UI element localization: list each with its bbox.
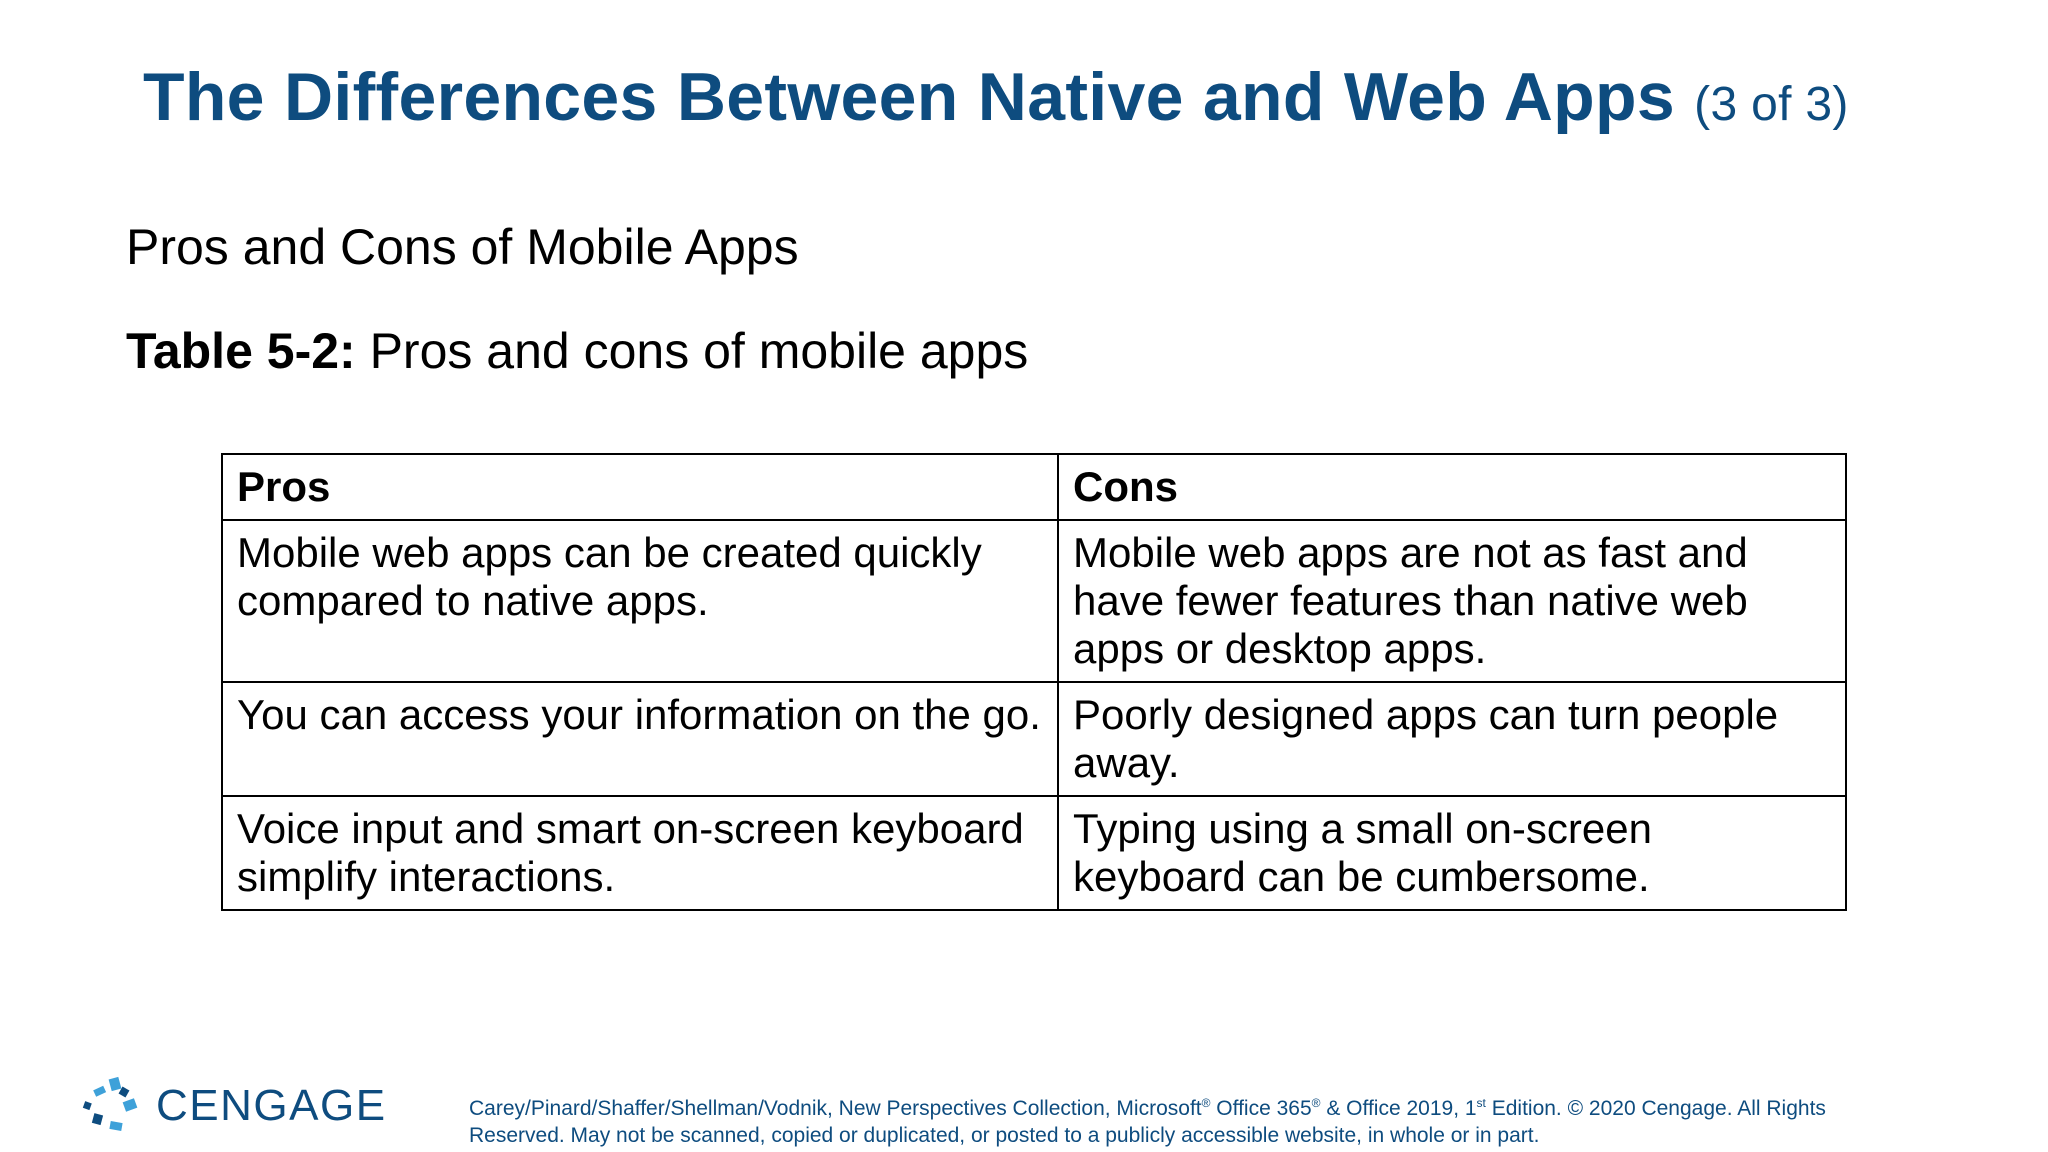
- column-header-cons: Cons: [1058, 454, 1846, 520]
- con-cell: Mobile web apps are not as fast and have fewer features than native web apps or desktop apps.: [1058, 520, 1846, 682]
- copyright-footer: [469, 1095, 1869, 1149]
- footer-text-4: Edition. © 2020 Cengage. All Rights Reserved. May not be scanned, copied or duplicated, or posted to a publicly accessible website, in whole or in part.: [469, 1097, 1826, 1147]
- ordinal-suffix: st: [1476, 1096, 1486, 1110]
- pros-cons-table: [221, 453, 1847, 911]
- table-caption: [126, 322, 1028, 380]
- section-heading: Pros and Cons of Mobile Apps: [126, 219, 799, 275]
- table-row: [222, 682, 1846, 796]
- pro-cell: You can access your information on the go.: [222, 682, 1058, 796]
- cengage-logo: [80, 1074, 387, 1138]
- slide-title: [143, 58, 1849, 136]
- registered-mark: ®: [1311, 1096, 1321, 1110]
- column-header-pros: Pros: [222, 454, 1058, 520]
- con-cell: Poorly designed apps can turn people away.: [1058, 682, 1846, 796]
- footer-text-2: Office 365: [1210, 1097, 1312, 1120]
- cengage-wordmark: CENGAGE: [156, 1081, 387, 1130]
- table-row: [222, 796, 1846, 910]
- table-header-row: [222, 454, 1846, 520]
- table-caption-label: Table 5-2:: [126, 323, 356, 379]
- footer-text-1: Carey/Pinard/Shaffer/Shellman/Vodnik, New Perspectives Collection, Microsoft: [469, 1097, 1202, 1120]
- pro-cell: Voice input and smart on-screen keyboard simplify interactions.: [222, 796, 1058, 910]
- registered-mark: ®: [1201, 1096, 1211, 1110]
- pro-cell: Mobile web apps can be created quickly compared to native apps.: [222, 520, 1058, 682]
- table-caption-text: Pros and cons of mobile apps: [355, 323, 1029, 379]
- slide-title-main: The Differences Between Native and Web Apps: [143, 59, 1675, 135]
- slide-counter: (3 of 3): [1694, 78, 1849, 131]
- con-cell: Typing using a small on-screen keyboard can be cumbersome.: [1058, 796, 1846, 910]
- table-row: [222, 520, 1846, 682]
- cengage-logo-icon: [80, 1074, 144, 1138]
- footer-text-3: & Office 2019, 1: [1320, 1097, 1477, 1120]
